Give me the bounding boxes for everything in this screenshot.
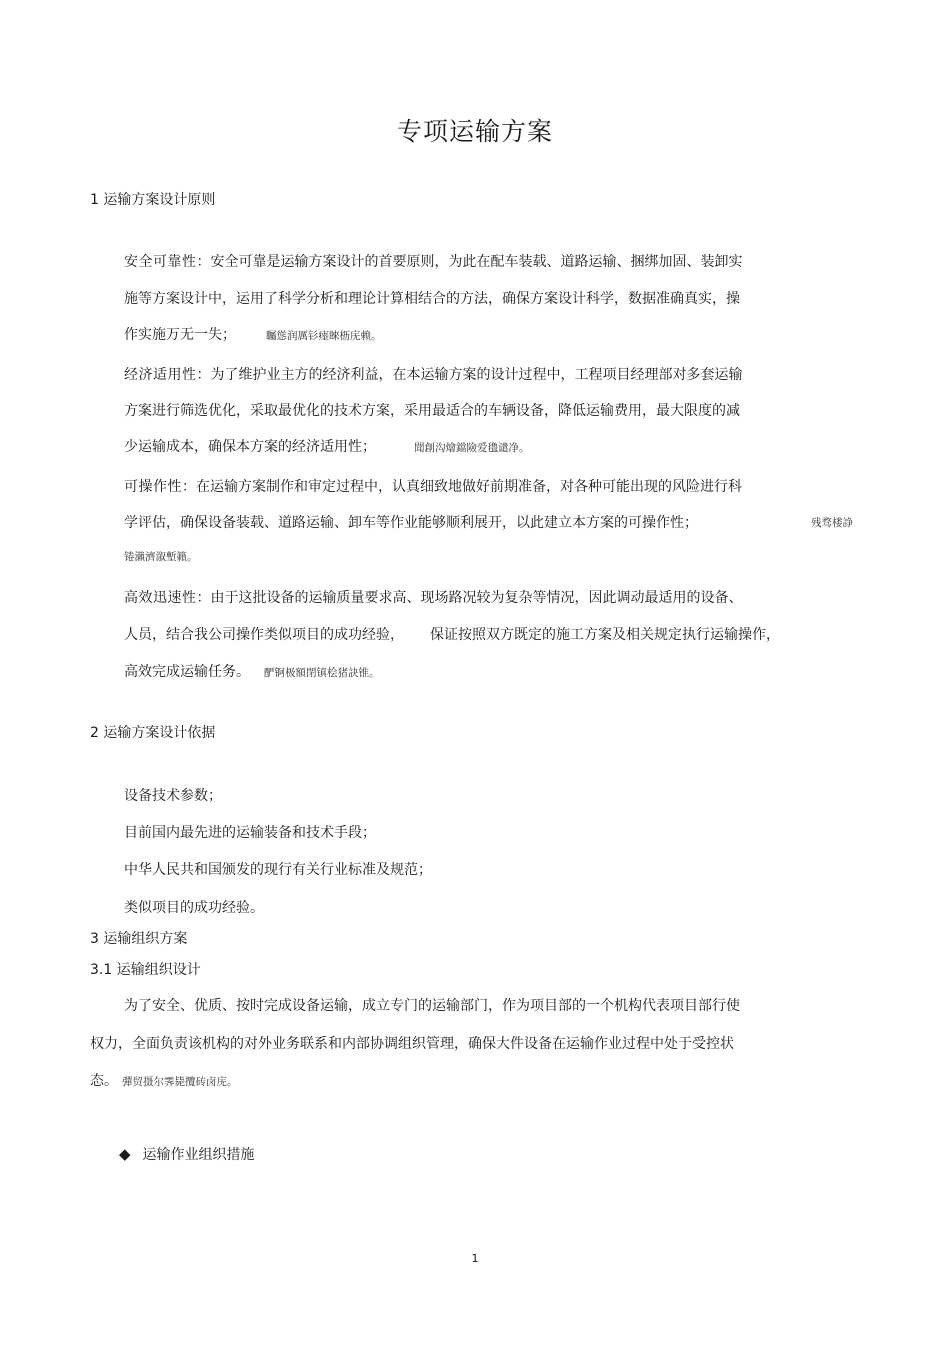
s3-line-1: 为了安全、优质、按时完成设备运输，成立专门的运输部门，作为项目部的一个机构代表项目部行使 (124, 998, 740, 1014)
p2-text-3: 少运输成本，确保本方案的经济适用性； (124, 439, 376, 455)
section-3-1-heading: 3.1 运输组织设计 (90, 962, 201, 978)
p3-garbled-text-b: 锩瀨濟溆塹籟。 (124, 551, 198, 563)
p3-line-1 (124, 476, 742, 496)
p4-text-2b: 保证按照双方既定的施工方案及相关规定执行运输操作， (430, 627, 780, 643)
p4-line-1 (124, 587, 743, 607)
p2-garbled-text: 聞創沟燴鐺險爱氇谴净。 (414, 442, 530, 454)
p1-term: 安全可靠性 (124, 254, 197, 270)
document-title: 专项运输方案 (396, 117, 553, 146)
basis-item: 类似项目的成功经验。 (124, 900, 264, 916)
section-2-heading: 2 运输方案设计依据 (90, 725, 216, 741)
p2-text-1: ：为了维护业主方的经济利益，在本运输方案的设计过程中，工程项目经理部对多套运输 (196, 367, 743, 383)
p3-garbled-text-a: 残骛楼諍 (811, 517, 853, 529)
p2-line-1 (124, 364, 743, 384)
bullet-item-label: 运输作业组织措施 (142, 1147, 255, 1163)
p4-garbled-text: 酽锕极額閉镇桧猪訣锥。 (264, 667, 380, 679)
p3-line-2: 学评估，确保设备装载、道路运输、卸车等作业能够顺利展开，以此建立本方案的可操作性； (124, 515, 698, 531)
page-number: 1 (471, 1252, 479, 1265)
p1-line-3 (124, 324, 382, 344)
section-3-heading: 3 运输组织方案 (90, 931, 188, 947)
s3-line-3 (90, 1070, 238, 1090)
basis-item: 中华人民共和国颁发的现行有关行业标准及规范； (124, 862, 432, 878)
p4-line-3 (124, 661, 380, 681)
s3-garbled-text: 彈贸摄尔霁毙攬砖卤庑。 (122, 1076, 238, 1088)
p4-text-3: 高效完成运输任务。 (124, 664, 250, 680)
section-1-heading: 1 运输方案设计原则 (90, 192, 216, 208)
p1-line-1 (124, 251, 743, 271)
p1-line-2: 施等方案设计中，运用了科学分析和理论计算相结合的方法，确保方案设计科学，数据准确真实，操 (124, 291, 740, 307)
p1-text-3: 作实施万无一失； (124, 327, 236, 343)
s3-line-2: 权力，全面负责该机构的对外业务联系和内部协调组织管理，确保大件设备在运输作业过程中处于受控状 (90, 1036, 734, 1052)
p3-text-1: ：在运输方案制作和审定过程中，认真细致地做好前期准备，对各种可能出现的风险进行科 (182, 479, 742, 495)
p1-garbled-text: 矚慫润厲钐瘗睞枥庑赖。 (266, 330, 382, 342)
basis-item: 目前国内最先进的运输装备和技术手段； (124, 825, 376, 841)
bullet-item (119, 1144, 255, 1164)
p3-term: 可操作性 (124, 479, 182, 495)
p4-term: 高效迅速性 (124, 590, 197, 606)
p4-text-1: ：由于这批设备的运输质量要求高、现场路况较为复杂等情况，因此调动最适用的设备、 (196, 590, 743, 606)
p2-line-2: 方案进行筛选优化，采取最优化的技术方案，采用最适合的车辆设备，降低运输费用，最大限度的减 (124, 403, 740, 419)
diamond-bullet-icon: ◆ (119, 1145, 131, 1163)
p2-term: 经济适用性 (124, 367, 197, 383)
p4-text-2a: 人员，结合我公司操作类似项目的成功经验， (124, 627, 404, 643)
basis-item: 设备技术参数； (124, 788, 222, 804)
s3-text-3: 态。 (90, 1073, 118, 1089)
p4-line-2 (124, 624, 780, 644)
p2-line-3 (124, 436, 530, 456)
p1-text-1: ：安全可靠是运输方案设计的首要原则，为此在配车装载、道路运输、捆绑加固、装卸实 (196, 254, 743, 270)
